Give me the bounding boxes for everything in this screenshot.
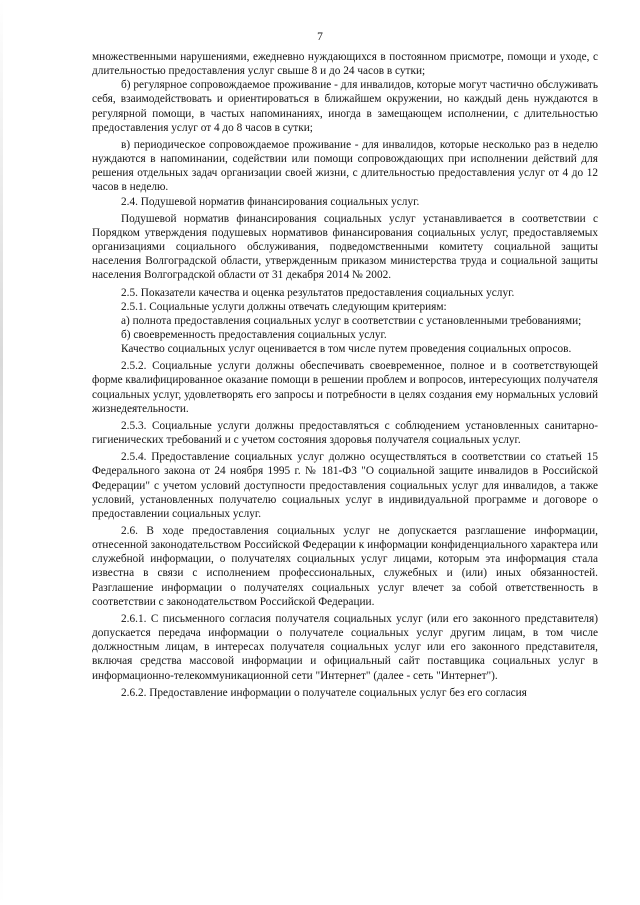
document-body: [92, 50, 598, 700]
list-item-b: б) своевременность предоставления социальных услуг.: [121, 328, 387, 341]
list-item-a: а) полнота предоставления социальных услуг в соответствии с установленными требованиями;: [121, 314, 582, 327]
paragraph-per-capita-norm: Подушевой норматив финансирования социальных услуг устанавливается в соответствии с Порядком утверждения подушевых нормативов финансирования социальных услуг, предоставляемых организациями социального обслуживания, подведомственными комитету социальной защиты населения Волгоградской области, утвержденным приказом министерства труда и социальной защиты населения Волгоградской области от 31 декабря 2014 № 2002.: [92, 212, 598, 282]
section-heading-2-5: 2.5. Показатели качества и оценка результатов предоставления социальных услуг.: [121, 286, 515, 299]
scan-edge: [0, 0, 3, 905]
section-heading-2-4: 2.4. Подушевой норматив финансирования социальных услуг.: [121, 195, 420, 208]
paragraph-2-6: 2.6. В ходе предоставления социальных услуг не допускается разглашение информации, отнесенной законодательством Российской Федерации к информации конфиденциального характера или служебной информации, о получателях социальных услуг лицами, которым эта информация стала известна в связи с исполнением профессиональных, служебных и (или) иных обязанностей. Разглашение информации о получателях социальных услуг влечет за собой ответственность в соответствии с законодательством Российской Федерации.: [92, 525, 598, 608]
paragraph-2-6-1: 2.6.1. С письменного согласия получателя социальных услуг (или его законного представителя) допускается передача информации о получателе социальных услуг другим лицам, в том числе должностным лицам, в интересах получателя социальных услуг или его законного представителя, включая средства массовой информации и официальный сайт поставщика социальных услуг в информационно-телекоммуникационной сети "Интернет" (далее - сеть "Интернет").: [92, 612, 598, 682]
paragraph-quality-assessment: Качество социальных услуг оценивается в том числе путем проведения социальных опросов.: [121, 343, 572, 356]
paragraph-2-5-3: 2.5.3. Социальные услуги должны предоставляться с соблюдением установленных санитарно-гигиенических требований и с учетом состояния здоровья получателя социальных услуг.: [92, 419, 598, 447]
paragraph-regular-support: б) регулярное сопровождаемое проживание - для инвалидов, которые могут частично обслуживать себя, взаимодействовать и ориентироваться в ближайшем окружении, но каждый день нуждаются в регулярной помощи, в частых напоминаниях, иногда в замещающем исполнении, с длительностью предоставления услуг от 4 до 8 часов в сутки;: [92, 79, 598, 134]
paragraph-2-5-1: 2.5.1. Социальные услуги должны отвечать следующим критериям:: [121, 300, 447, 313]
paragraph-2-5-4: 2.5.4. Предоставление социальных услуг должно осуществляться в соответствии со статьей 15 Федерального закона от 24 ноября 1995 г. № 181-ФЗ "О социальной защите инвалидов в Российской Федерации" с учетом условий доступности предоставления социальных услуг для инвалидов, а также условий, установленных получателю социальных услуг в индивидуальной программе и договоре о предоставлении социальных услуг.: [92, 451, 598, 520]
page-number: 7: [317, 31, 323, 43]
paragraph-periodic-support: в) периодическое сопровождаемое проживание - для инвалидов, которые несколько раз в неделю нуждаются в напоминании, содействии или помощи сопровождающих при исполнении действий для решения отдельных задач организации своей жизни, с длительностью предоставления услуг от 4 до 12 часов в неделю.: [92, 138, 598, 194]
paragraph-2-6-2: 2.6.2. Предоставление информации о получателе социальных услуг без его согласия: [121, 686, 527, 699]
paragraph-2-5-2: 2.5.2. Социальные услуги должны обеспечивать своевременное, полное и в соответствующей форме квалифицированное оказание помощи в решении проблем и вопросов, интересующих получателя социальных услуг, удовлетворять его запросы и потребности в целях создания ему нормальных условий жизнедеятельности.: [92, 360, 598, 415]
paragraph-continuation: множественными нарушениями, ежедневно нуждающихся в постоянном присмотре, помощи и уходе, с длительностью предоставления услуг свыше 8 и до 24 часов в сутки;: [92, 51, 598, 78]
